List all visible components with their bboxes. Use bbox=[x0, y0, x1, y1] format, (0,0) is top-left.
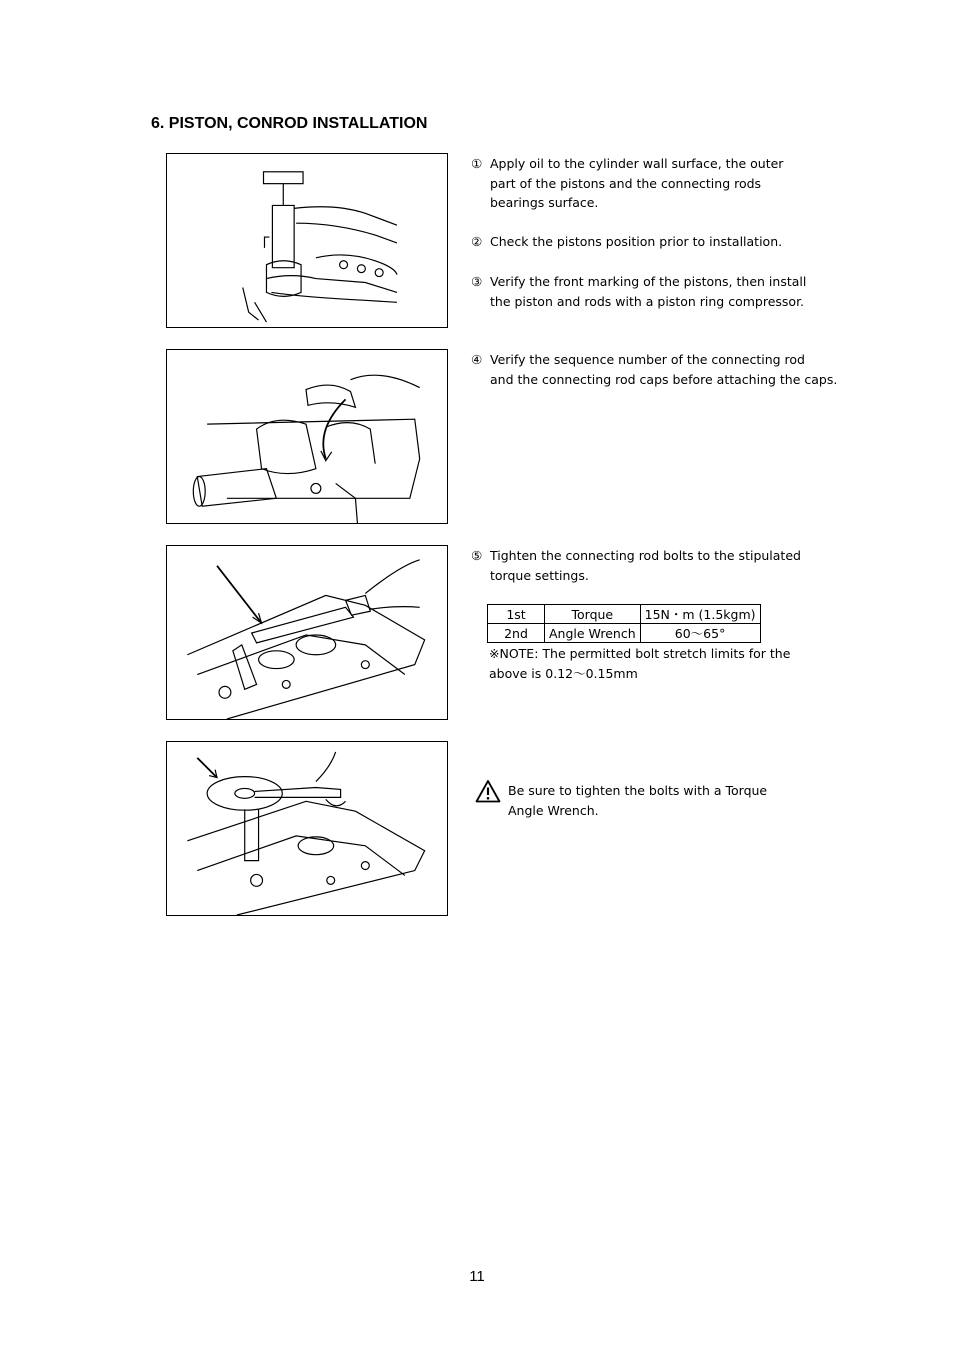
figure-conrod-cap bbox=[166, 349, 448, 524]
step-text-line: Verify the front marking of the pistons, then install bbox=[490, 274, 807, 289]
section-title: 6. PISTON, CONROD INSTALLATION bbox=[151, 115, 428, 132]
step-text-line: torque settings. bbox=[490, 567, 589, 583]
step-text-line: Tighten the connecting rod bolts to the stipulated bbox=[490, 548, 801, 563]
table-cell: Angle Wrench bbox=[545, 624, 641, 643]
bolt-stretch-note bbox=[489, 644, 790, 684]
table-cell: Torque bbox=[545, 605, 641, 624]
table-cell: 2nd bbox=[488, 624, 545, 643]
note-line: above is 0.12～0.15mm bbox=[489, 666, 638, 681]
step-number: ④ bbox=[471, 352, 483, 367]
figure-angle-wrench bbox=[166, 741, 448, 916]
step-number: ③ bbox=[471, 274, 483, 289]
torque-table bbox=[487, 604, 761, 643]
step-text-line: and the connecting rod caps before attaching the caps. bbox=[490, 371, 838, 387]
step-text-line: Verify the sequence number of the connecting rod bbox=[490, 352, 805, 367]
note-line: ※NOTE: The permitted bolt stretch limits for the bbox=[489, 646, 791, 661]
figure-torque-tightening bbox=[166, 545, 448, 720]
step-4 bbox=[471, 350, 837, 389]
warning-line: Be sure to tighten the bolts with a Torque bbox=[508, 783, 768, 798]
table-row bbox=[488, 605, 761, 624]
warning-icon bbox=[475, 779, 501, 803]
page-number: 11 bbox=[469, 1268, 485, 1285]
step-2 bbox=[471, 232, 782, 252]
step-5 bbox=[471, 546, 801, 585]
table-row bbox=[488, 624, 761, 643]
table-cell: 1st bbox=[488, 605, 545, 624]
table-cell: 15N・m (1.5kgm) bbox=[640, 605, 760, 624]
step-text-line: Apply oil to the cylinder wall surface, the outer bbox=[490, 156, 784, 171]
step-text-line: the piston and rods with a piston ring compressor. bbox=[490, 293, 805, 309]
step-3 bbox=[471, 272, 806, 311]
step-1 bbox=[471, 154, 783, 213]
warning-text bbox=[508, 781, 767, 820]
step-number: ⑤ bbox=[471, 548, 483, 563]
step-text-line: bearings surface. bbox=[490, 195, 599, 210]
table-cell: 60～65° bbox=[640, 624, 760, 643]
step-text-line: part of the pistons and the connecting rods bbox=[490, 175, 762, 191]
figure-piston-insertion bbox=[166, 153, 448, 328]
step-text-line: Check the pistons position prior to installation. bbox=[490, 234, 783, 249]
step-number: ① bbox=[471, 156, 483, 171]
warning-line: Angle Wrench. bbox=[508, 802, 599, 818]
step-number: ② bbox=[471, 234, 483, 249]
